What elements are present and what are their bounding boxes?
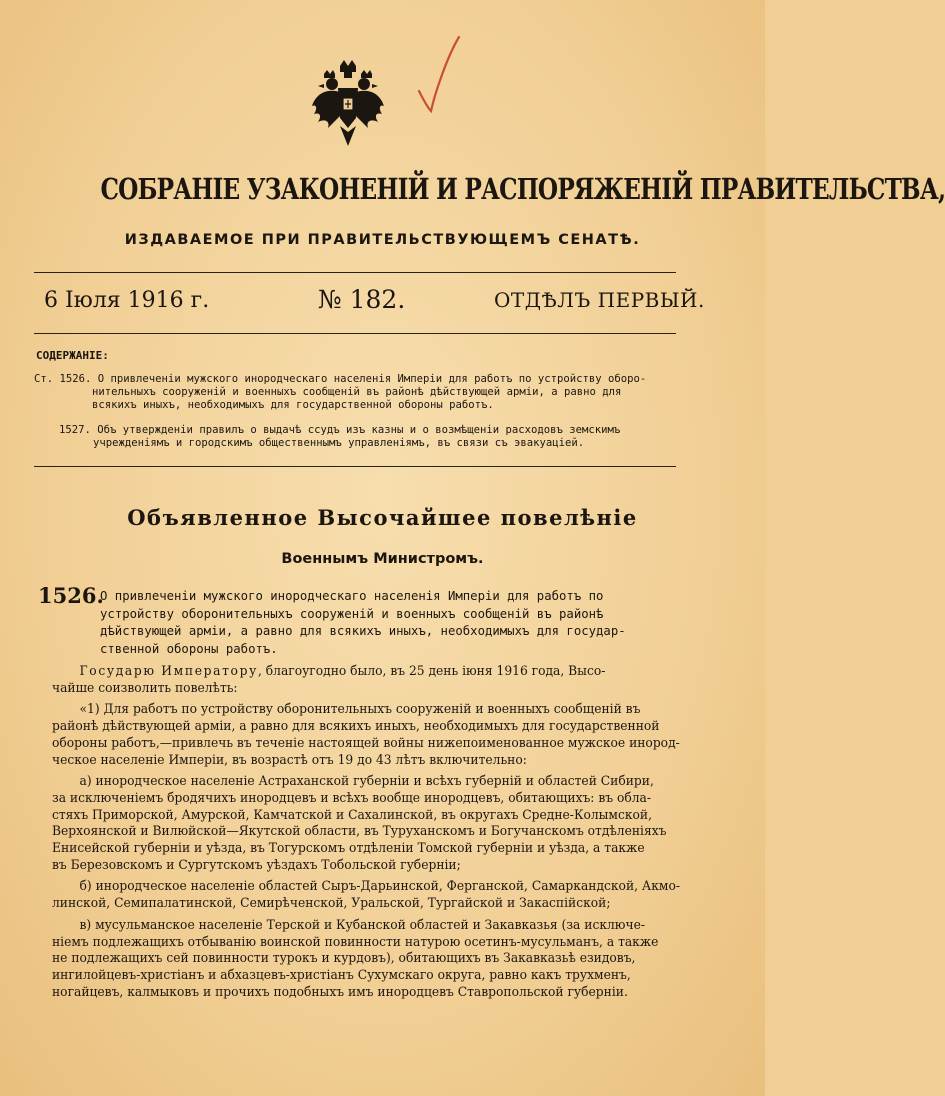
body-line: ингилойцевъ-христіанъ и абхазцевъ-христіанъ Сухумскаго округа, равно какъ трухменъ, (52, 967, 631, 983)
body-line: Верхоянской и Вилюйской—Якутской области, въ Туруханскомъ и Богучанскомъ отдѣленіяхъ (52, 824, 667, 840)
toc-line: Ст. 1526. О привлеченіи мужского инородческаго населенія Имперіи для работъ по устройству оборо- (34, 373, 647, 385)
toc-line: учрежденіямъ и городскимъ общественнымъ управленіямъ, въ связи съ эвакуаціей. (93, 437, 585, 449)
article-title-line: О привлеченіи мужского инородческаго населенія Имперіи для работъ по (100, 589, 604, 603)
issue-date: 6 Іюля 1916 г. (44, 288, 210, 313)
toc-line: 1527. Объ утвержденіи правилъ о выдачѣ ссудъ изъ казны и о возмѣщеніи расходовъ земскимъ (59, 424, 621, 436)
red-check-mark-icon (413, 33, 465, 113)
body-line: районѣ дѣйствующей арміи, а равно для всякихъ иныхъ, необходимыхъ для государственной (52, 719, 660, 735)
header-rule-top (34, 272, 676, 273)
double-headed-eagle-emblem-icon (310, 58, 386, 150)
body-line: ногайцевъ, калмыковъ и прочихъ подобныхъ имъ инородцевъ Ставропольской губерніи. (52, 984, 628, 1000)
publication-title: СОБРАНІЕ УЗАКОНЕНІЙ И РАСПОРЯЖЕНІЙ ПРАВИТЕЛЬСТВА, (100, 172, 945, 206)
contents-item-1527 (59, 424, 620, 450)
section-subheading: Военнымъ Министромъ. (281, 551, 484, 567)
body-line: не подлежащихъ сей повинности турокъ и курдовъ), обитающихъ въ Закавказьѣ езидовъ, (52, 951, 636, 967)
contents-item-1526 (34, 373, 646, 412)
article-title (100, 588, 626, 658)
issue-number: № 182. (318, 285, 406, 314)
article-title-line: устройству оборонительныхъ сооруженій и военныхъ сообщеній въ районѣ (100, 606, 604, 621)
publication-subtitle: ИЗДАВАЕМОЕ ПРИ ПРАВИТЕЛЬСТВУЮЩЕМЪ СЕНАТѢ. (124, 232, 641, 248)
body-text: , благоугодно было, въ 25 день іюня 1916 года, Высо- (257, 664, 606, 679)
body-lead: Государю Императору (79, 664, 258, 679)
body-line (52, 664, 680, 681)
department-label: ОТДѢЛЪ ПЕРВЫЙ. (494, 288, 705, 312)
body-line: Енисейской губерніи и уѣзда, въ Тогурскомъ отдѣленіи Томской губерніи и уѣзда, а также (52, 841, 645, 857)
section-heading: Объявленное Высочайшее повелѣніе (127, 505, 638, 530)
body-line: въ Березовскомъ и Сургутскомъ уѣздахъ Тобольской губерніи; (52, 857, 461, 873)
body-line: стяхъ Приморской, Амурской, Камчатской и Сахалинской, въ округахъ Средне-Колымской, (52, 807, 653, 823)
header-rule-bottom (34, 333, 676, 334)
body-line: за исключеніемъ бродячихъ инородцевъ и всѣхъ вообще инородцевъ, обитающихъ: въ обла- (52, 790, 652, 806)
article-title-line: ственной обороны работъ. (100, 641, 278, 656)
body-line: «1) Для работъ по устройству оборонительныхъ сооруженій и военныхъ сообщеній въ (79, 702, 641, 718)
body-line: чайше соизволить повелѣть: (52, 680, 238, 696)
contents-rule (34, 466, 676, 467)
toc-line: всякихъ иныхъ, необходимыхъ для государственной обороны работъ. (92, 399, 494, 411)
article-number: 1526. (38, 583, 104, 608)
body-line: в) мусульманское населеніе Терской и Кубанской областей и Закавказья (за исключе- (79, 917, 646, 933)
toc-line: нительныхъ сооруженій и военныхъ сообщеній въ районѣ дѣйствующей арміи, а равно для (92, 386, 622, 398)
body-line: обороны работъ,—привлечь въ теченіе настоящей войны нижепоименованное мужское инород- (52, 735, 680, 751)
body-line: ніемъ подлежащихъ отбыванію воинской повинности натурою осетинъ-мусульманъ, а также (52, 934, 659, 950)
article-title-line: дѣйствующей арміи, а равно для всякихъ иныхъ, необходимыхъ для государ- (100, 624, 626, 638)
body-line: ческое населеніе Имперіи, въ возрастѣ отъ 19 до 43 лѣтъ включительно: (52, 752, 527, 768)
body-line: линской, Семипалатинской, Семирѣченской, Уральской, Тургайской и Закаспійской; (52, 896, 611, 912)
article-body (52, 664, 737, 1001)
body-line: б) инородческое населеніе областей Сыръ-Дарьинской, Ферганской, Самаркандской, Акмо- (79, 879, 680, 895)
contents-label: СОДЕРЖАНІЕ: (36, 349, 109, 362)
body-line: а) инородческое населеніе Астраханской губерніи и всѣхъ губерній и областей Сибири, (79, 774, 654, 790)
